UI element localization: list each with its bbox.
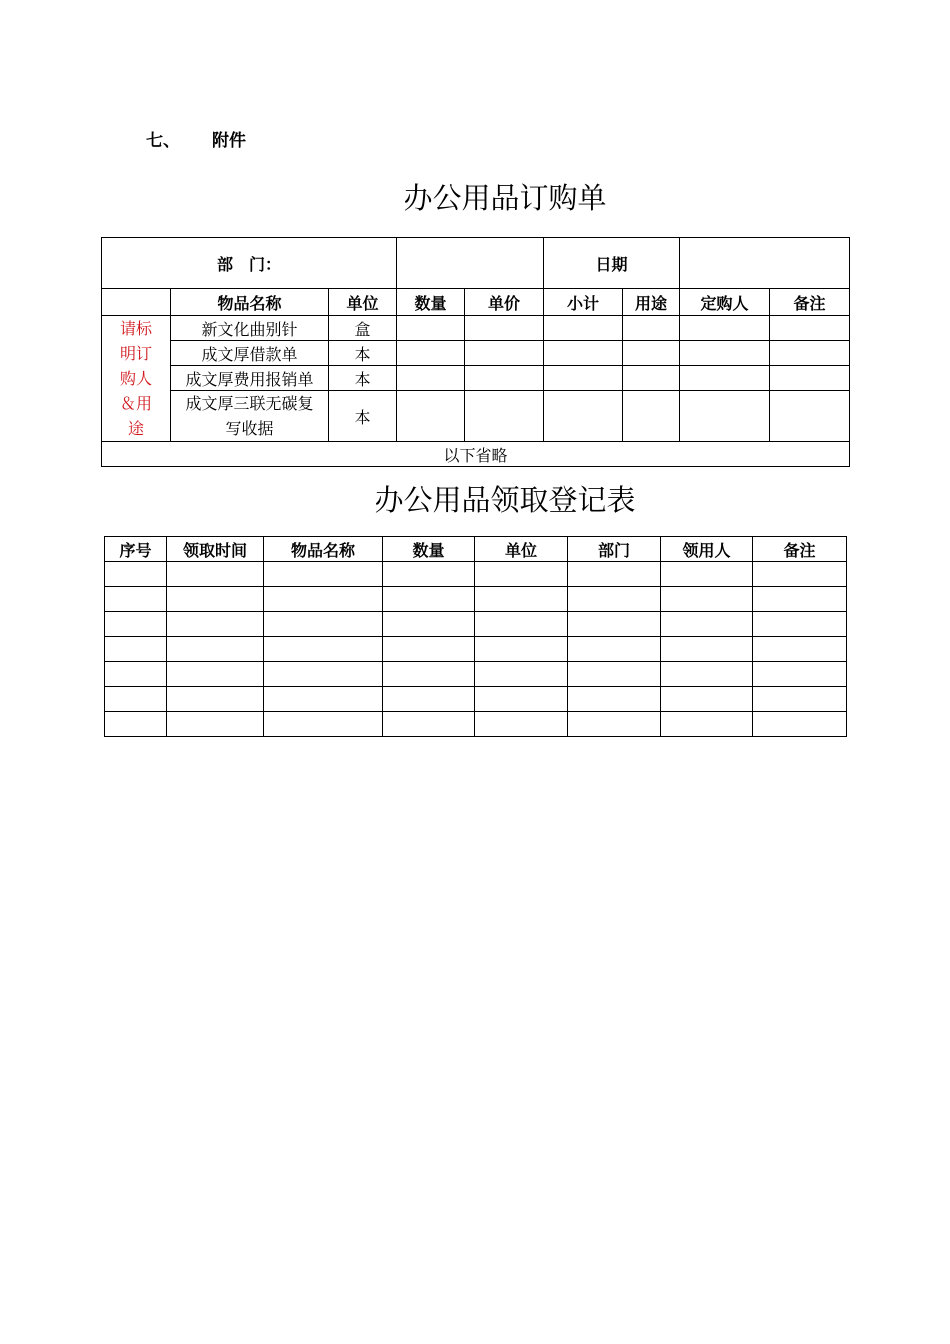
table-row [105,687,847,712]
table-cell[interactable] [661,687,753,712]
subtotal-cell[interactable] [544,366,623,391]
table-cell[interactable] [475,637,568,662]
table-cell[interactable] [661,712,753,737]
price-cell[interactable] [465,316,544,341]
table-cell[interactable] [753,712,847,737]
table-cell[interactable] [568,612,661,637]
table-cell[interactable] [753,662,847,687]
buyer-cell[interactable] [680,366,770,391]
header-cell: 单价 [465,289,544,316]
table-row [105,637,847,662]
table-cell[interactable] [167,712,264,737]
subtotal-cell[interactable] [544,391,623,442]
header-cell: 定购人 [680,289,770,316]
header-cell [102,289,171,316]
table-cell[interactable] [383,637,475,662]
subtotal-cell[interactable] [544,316,623,341]
header-cell: 序号 [105,537,167,562]
item-name: 新文化曲别针 [171,316,329,341]
table-cell[interactable] [475,712,568,737]
table-cell[interactable] [264,587,383,612]
department-label: 部 门： [102,238,397,289]
order-form-table [101,237,850,467]
order-note [102,316,171,442]
table-cell[interactable] [264,687,383,712]
header-cell: 数量 [383,537,475,562]
table-cell[interactable] [475,687,568,712]
purpose-cell[interactable] [623,316,680,341]
header-cell: 单位 [475,537,568,562]
item-unit: 本 [329,391,397,442]
item-name-line: 写收据 [225,419,274,438]
buyer-cell[interactable] [680,341,770,366]
buyer-cell[interactable] [680,316,770,341]
table-cell[interactable] [753,687,847,712]
table-cell[interactable] [264,612,383,637]
table-cell[interactable] [167,587,264,612]
header-cell: 物品名称 [264,537,383,562]
quantity-cell[interactable] [397,366,465,391]
quantity-cell[interactable] [397,391,465,442]
remark-cell[interactable] [770,391,850,442]
purpose-cell[interactable] [623,391,680,442]
table-cell[interactable] [105,712,167,737]
table-row [105,662,847,687]
table-cell[interactable] [105,562,167,587]
table-row [102,316,850,341]
table-cell[interactable] [264,712,383,737]
header-cell: 备注 [753,537,847,562]
table-cell[interactable] [383,662,475,687]
header-cell: 领用人 [661,537,753,562]
table-cell[interactable] [383,687,475,712]
table-row [105,612,847,637]
order-form-title: 办公用品订购单 [403,181,607,215]
header-cell: 备注 [770,289,850,316]
header-cell: 部门 [568,537,661,562]
item-name [171,391,329,442]
item-unit: 盒 [329,316,397,341]
table-row [105,587,847,612]
table-cell[interactable] [753,587,847,612]
header-cell: 用途 [623,289,680,316]
header-cell: 小计 [544,289,623,316]
quantity-cell[interactable] [397,316,465,341]
item-unit: 本 [329,366,397,391]
table-cell[interactable] [105,687,167,712]
date-field[interactable] [680,238,850,289]
header-cell: 领取时间 [167,537,264,562]
table-cell[interactable] [568,662,661,687]
note-line: 途 [127,419,144,438]
table-cell[interactable] [661,562,753,587]
table-cell[interactable] [568,687,661,712]
table-cell[interactable] [383,562,475,587]
table-cell[interactable] [264,662,383,687]
table-row [102,391,850,442]
table-cell[interactable] [475,662,568,687]
remark-cell[interactable] [770,366,850,391]
table-cell[interactable] [568,587,661,612]
section-heading [146,126,246,151]
note-line: 购人 [119,369,152,388]
price-cell[interactable] [465,391,544,442]
table-cell[interactable] [661,662,753,687]
header-cell: 单位 [329,289,397,316]
item-name: 成文厚借款单 [171,341,329,366]
item-unit: 本 [329,341,397,366]
table-cell[interactable] [568,562,661,587]
table-cell[interactable] [753,637,847,662]
table-cell[interactable] [475,612,568,637]
table-cell[interactable] [753,562,847,587]
purpose-cell[interactable] [623,341,680,366]
table-footer-note: 以下省略 [102,442,850,467]
table-cell[interactable] [105,637,167,662]
table-row [102,341,850,366]
table-cell[interactable] [568,637,661,662]
date-label: 日期 [544,238,680,289]
price-cell[interactable] [465,341,544,366]
claim-form-table [104,536,847,737]
claim-form-title: 办公用品领取登记表 [374,483,636,517]
table-row [102,366,850,391]
table-cell[interactable] [475,562,568,587]
table-cell[interactable] [661,587,753,612]
section-title: 附件 [212,131,246,151]
item-name: 成文厚费用报销单 [171,366,329,391]
remark-cell[interactable] [770,341,850,366]
table-cell[interactable] [264,637,383,662]
buyer-cell[interactable] [680,391,770,442]
item-name-line: 成文厚三联无碳复 [185,394,314,413]
table-cell[interactable] [753,612,847,637]
table-cell[interactable] [383,587,475,612]
note-line: 请标 [119,319,152,338]
purpose-cell[interactable] [623,366,680,391]
table-cell[interactable] [167,662,264,687]
table-cell[interactable] [105,662,167,687]
department-field[interactable] [397,238,544,289]
table-row [105,712,847,737]
remark-cell[interactable] [770,316,850,341]
table-cell[interactable] [105,587,167,612]
note-line: ＆用 [119,394,152,413]
table-cell[interactable] [568,712,661,737]
table-cell[interactable] [661,637,753,662]
header-cell: 数量 [397,289,465,316]
subtotal-cell[interactable] [544,341,623,366]
table-cell[interactable] [383,712,475,737]
table-cell[interactable] [167,687,264,712]
table-cell[interactable] [264,562,383,587]
table-row [105,562,847,587]
table-cell[interactable] [167,562,264,587]
table-cell[interactable] [383,612,475,637]
header-cell: 物品名称 [171,289,329,316]
price-cell[interactable] [465,366,544,391]
table-cell[interactable] [105,612,167,637]
table-cell[interactable] [167,637,264,662]
table-cell[interactable] [661,612,753,637]
section-number: 七、 [146,131,180,151]
table-cell[interactable] [475,587,568,612]
quantity-cell[interactable] [397,341,465,366]
note-line: 明订 [119,344,152,363]
table-cell[interactable] [167,612,264,637]
